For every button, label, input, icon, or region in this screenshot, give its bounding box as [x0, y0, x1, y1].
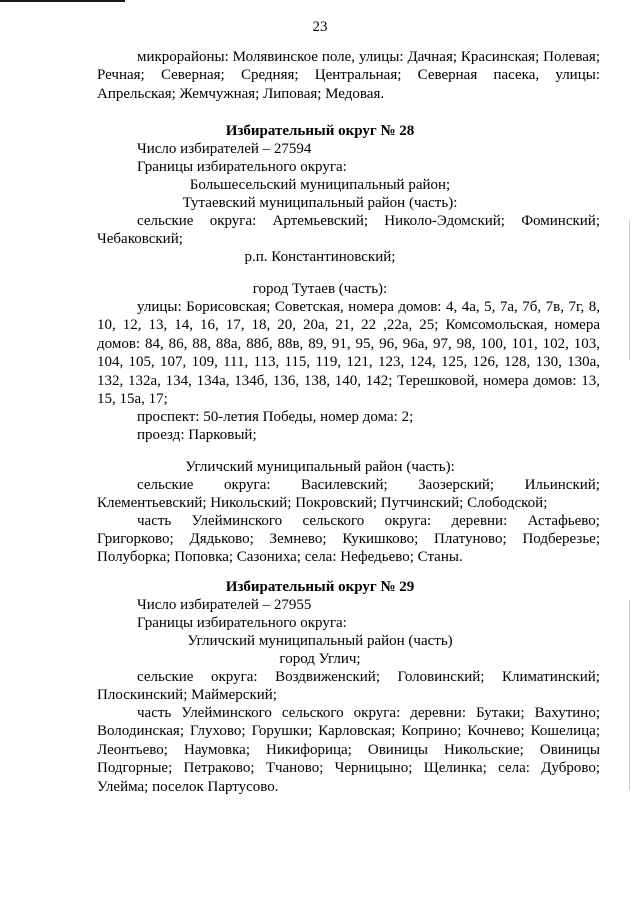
word: Николо-Эдомский;: [384, 213, 505, 229]
district-28-settlement: р.п. Константиновский;: [244, 249, 396, 265]
district-28-bolshoe-selo: Большесельский муниципальный район;: [189, 177, 451, 193]
paragraph-microdistricts: микрорайоны: Молявинское поле, улицы: Дачная; Красинская; Полевая; Речная; Северная; Средняя; Центральная; Северная пасека, улицы: Апрельская; Жемчужная; Липовая; Медовая.: [97, 49, 600, 102]
word: часть: [137, 513, 172, 529]
district-28-passage: проезд: Парковый;: [137, 427, 257, 443]
district-28-city: город Тутаев (часть):: [252, 281, 388, 297]
district-28-title: Избирательный округ № 28: [225, 123, 415, 139]
word: Фоминский;: [521, 213, 600, 229]
district-29-part: часть Улейминского сельского округа: деревни: Бутаки; Вахутино; Володинская; Глухово; Горушки; Карловская; Коприно; Кочнево; Кошелица; Леонтьево; Наумовка; Никифорица; Овиницы Никольские; Овиницы Подгорные; Петраково; Тчаново; Черницыно; Щелинка; села: Дуброво; Улейма; поселок Партусово.: [97, 705, 600, 795]
word: округа:: [209, 213, 257, 229]
page-number: 23: [312, 19, 328, 35]
district-28-voters: Число избирателей – 27594: [137, 141, 312, 157]
district-28-rural-end: Чебаковский;: [97, 231, 183, 247]
district-28-uglich: Угличский муниципальный район (часть):: [185, 459, 455, 475]
district-28-rural2-line: [137, 476, 600, 494]
district-29-rural-line: [137, 668, 600, 686]
district-29-rural-end: Плоскинский; Маймерский;: [97, 687, 277, 703]
district-29-voters: Число избирателей – 27955: [137, 597, 312, 613]
district-29-title: Избирательный округ № 29: [225, 579, 415, 595]
word: Василевский;: [301, 477, 388, 493]
word: Артемьевский;: [272, 213, 369, 229]
district-28-part-rest: Григорково; Дядьково; Земнево; Кукишково; Платуново; Подберезье; Полуборка; Поповка; Сазониха; села: Нефедьево; Станы.: [97, 531, 600, 566]
word: сельского: [302, 513, 365, 529]
district-28-rural-line: [137, 212, 600, 230]
scan-edge-line: [0, 0, 125, 2]
scan-margin-mark: [629, 600, 630, 790]
word: Воздвиженский;: [275, 669, 380, 685]
district-28-part-line: [137, 512, 600, 530]
word: Улейминского: [191, 513, 283, 529]
word: Климатинский;: [501, 669, 600, 685]
word: Заозерский;: [418, 477, 495, 493]
word: деревни:: [451, 513, 508, 529]
word: округа:: [223, 477, 271, 493]
word: Астафьево;: [527, 513, 600, 529]
district-28-rural2-rest: Клементьевский; Никольский; Покровский; Путчинский; Слободской;: [97, 495, 548, 511]
district-28-tutaev-district: Тутаевский муниципальный район (часть):: [182, 195, 458, 211]
word: Головинский;: [397, 669, 485, 685]
word: Ильинский;: [524, 477, 600, 493]
word: сельские: [137, 477, 194, 493]
word: округа:: [384, 513, 432, 529]
district-29-city: город Углич;: [279, 651, 361, 667]
district-28-borders: Границы избирательного округа:: [137, 159, 347, 175]
word: сельские: [137, 669, 194, 685]
word: сельские: [137, 213, 194, 229]
district-28-streets: улицы: Борисовская; Советская, номера домов: 4, 4а, 5, 7а, 7б, 7в, 7г, 8, 10, 12, 13, 14, 16, 17, 18, 20, 20а, 21, 22 ,22а, 25; Комсомольская, номера домов: 84, 86, 88, 88а, 88б, 88в, 89, 91, 95, 96, 96а, 97, 98, 100, 101, 102, 103, 104, 105, 107, 109, 111, 113, 115, 119, 121, 123, 124, 125, 126, 128, 130, 130а, 132, 132а, 134, 134а, 134б, 136, 138, 140, 142; Терешковой, номера домов: 13, 15, 15а, 17;: [97, 299, 600, 408]
district-28-avenue: проспект: 50-летия Победы, номер дома: 2;: [137, 409, 414, 425]
district-29-uglich-district: Угличский муниципальный район (часть): [187, 633, 453, 649]
word: округа:: [210, 669, 258, 685]
district-29-borders: Границы избирательного округа:: [137, 615, 347, 631]
